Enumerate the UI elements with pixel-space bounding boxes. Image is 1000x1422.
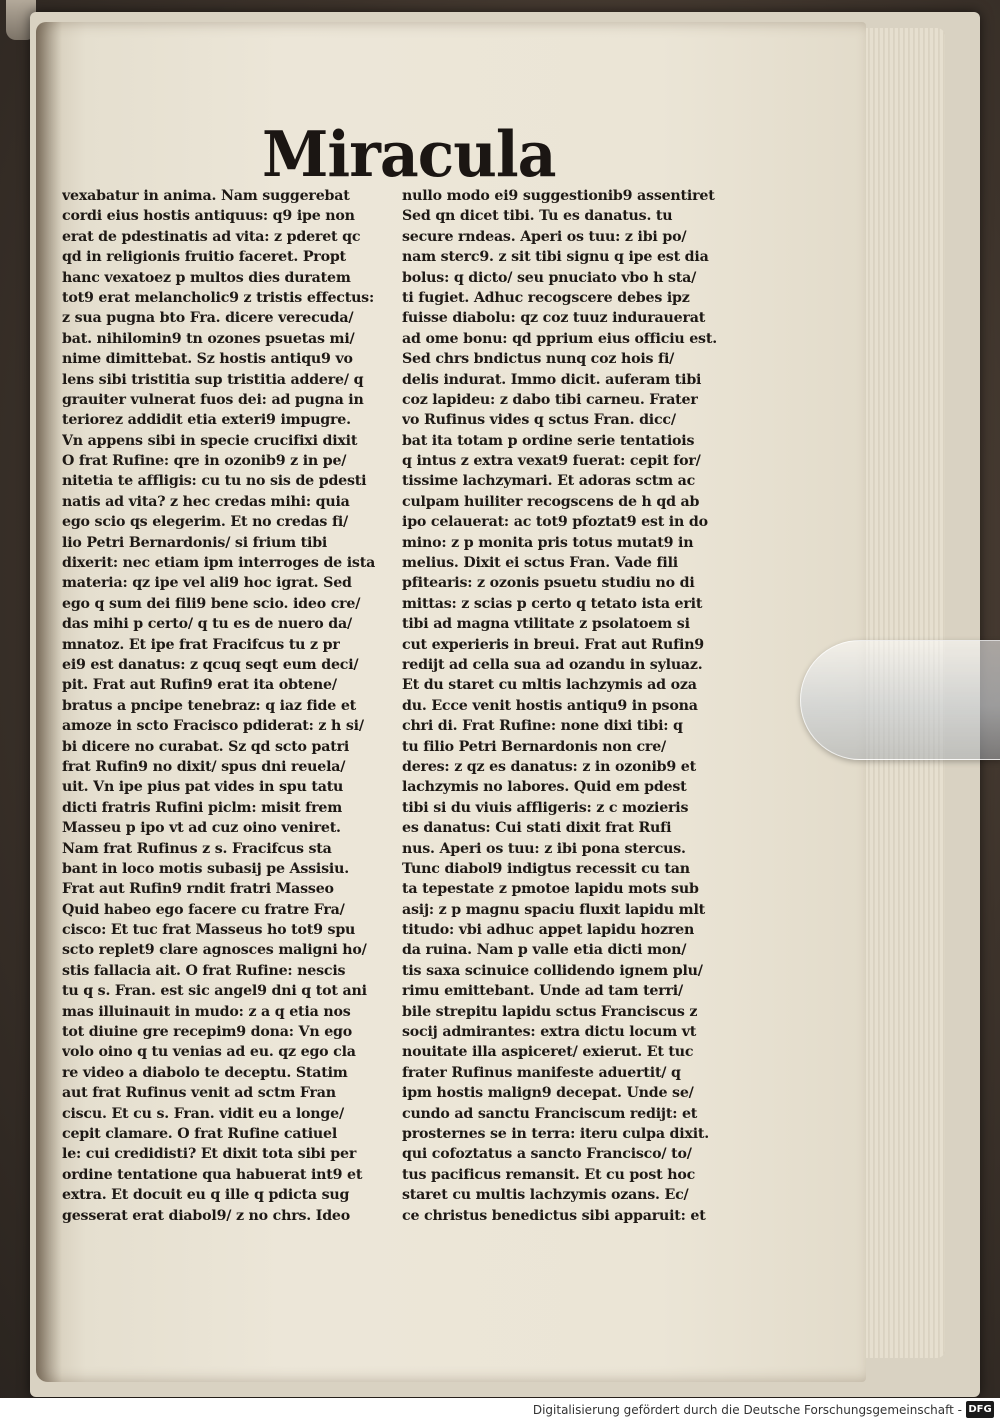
text-line: es danatus: Cui stati dixit frat Rufi	[402, 820, 672, 837]
text-line: cut experieris in breui. Frat aut Rufin9	[402, 636, 704, 653]
text-line: re video a diabolo te deceptu. Statim	[62, 1064, 348, 1081]
text-line: tibi ad magna vtilitate z psolatoem si	[402, 616, 690, 633]
text-line: hanc vexatoez p multos dies duratem	[62, 269, 351, 286]
text-line: tu filio Petri Bernardonis non cre/	[402, 738, 666, 755]
text-line: tus pacificus remansit. Et cu post hoc	[402, 1166, 696, 1183]
text-line: lio Petri Bernardonis/ si frium tibi	[62, 534, 328, 551]
text-line: tissime lachzymari. Et adoras sctm ac	[402, 473, 696, 490]
footer-bar	[0, 1398, 1000, 1422]
text-line: ipm hostis malign9 decepat. Unde se/	[402, 1085, 694, 1102]
text-line: chri di. Frat Rufine: none dixi tibi: q	[402, 718, 683, 735]
text-line: materia: qz ipe vel ali9 hoc igrat. Sed	[62, 575, 352, 592]
text-line: ad ome bonu: qd pprium eius officiu est.	[402, 330, 717, 347]
text-line: erat de pdestinatis ad vita: z pderet qc	[62, 228, 361, 245]
text-line: Masseu p ipo vt ad cuz oino veniret.	[62, 820, 341, 837]
text-line: rimu emittebant. Unde ad tam terri/	[402, 983, 683, 1000]
text-line: mnatoz. Et ipe frat Fracifcus tu z pr	[62, 636, 340, 653]
text-line: cisco: Et tuc frat Masseus ho tot9 spu	[62, 922, 356, 939]
spine-shadow	[36, 22, 62, 1382]
text-line: nullo modo ei9 suggestionib9 assentiret	[402, 188, 715, 204]
text-line: q intus z extra vexat9 fuerat: cepit for/	[402, 453, 701, 470]
text-line: ei9 est danatus: z qcuq seqt eum deci/	[62, 656, 359, 673]
funding-credit: Digitalisierung gefördert durch die Deutsche Forschungsgemeinschaft -	[532, 1403, 962, 1417]
text-line: coz lapideu: z dabo tibi carneu. Frater	[402, 391, 698, 408]
text-line: nouitate illa aspiceret/ exierut. Et tuc	[402, 1044, 694, 1061]
text-line: grauiter vulnerat fuos dei: ad pugna in	[62, 391, 364, 408]
text-line: bant in loco motis subasij pe Assisiu.	[62, 860, 349, 877]
text-line: O frat Rufine: qre in ozonib9 z in pe/	[62, 453, 347, 470]
text-line: cundo ad sanctu Franciscum redijt: et	[402, 1105, 698, 1122]
text-line: dicti fratris Rufini piclm: misit frem	[62, 799, 343, 816]
text-line: extra. Et docuit eu q ille q pdicta sug	[62, 1187, 350, 1204]
text-line: tibi si du viuis affligeris: z c mozieris	[402, 799, 689, 816]
text-line: ciscu. Et cu s. Fran. vidit eu a longe/	[62, 1105, 344, 1122]
text-line: deres: z qz es danatus: z in ozonib9 et	[402, 758, 696, 775]
text-line: bile strepitu lapidu sctus Franciscus z	[402, 1003, 698, 1020]
text-line: nime dimittebat. Sz hostis antiqu9 vo	[62, 351, 353, 368]
right-text-column	[402, 186, 737, 1226]
text-line: frat Rufin9 no dixit/ spus dni reuela/	[62, 758, 346, 775]
text-line: ce christus benedictus sibi apparuit: et	[402, 1207, 706, 1224]
text-line: titudo: vbi adhuc appet lapidu hozren	[402, 922, 695, 939]
text-line: tot diuine gre recepim9 dona: Vn ego	[62, 1024, 353, 1041]
text-line: Vn appens sibi in specie crucifixi dixit	[62, 432, 358, 449]
text-line: le: cui credidisti? Et dixit tota sibi per	[62, 1146, 357, 1163]
text-line: Tunc diabol9 indigtus recessit cu tan	[402, 860, 690, 877]
text-line: volo oino q tu venias ad eu. qz ego cla	[62, 1044, 356, 1061]
text-line: mittas: z scias p certo q tetato ista erit	[402, 595, 703, 612]
text-line: Sed qn dicet tibi. Tu es danatus. tu	[402, 208, 673, 225]
text-line: ego scio qs elegerim. Et no credas fi/	[62, 514, 349, 531]
text-line: fuisse diabolu: qz coz tuuz indurauerat	[402, 310, 706, 327]
text-line: da ruina. Nam p valle etia dicti mon/	[402, 942, 687, 959]
text-line: prosternes se in terra: iteru culpa dixit.	[402, 1125, 710, 1142]
text-line: qd in religionis fruitio faceret. Propt	[62, 249, 346, 266]
text-line: Frat aut Rufin9 rndit fratri Masseo	[62, 881, 334, 898]
text-line: z sua pugna bto Fra. dicere verecuda/	[62, 310, 354, 327]
text-line: asij: z p magnu spaciu fluxit lapidu mlt	[402, 901, 705, 918]
text-line: amoze in scto Fracisco pdiderat: z h si/	[62, 718, 364, 735]
text-line: dixerit: nec etiam ipm interroges de ista	[62, 555, 376, 572]
text-line: bolus: q dicto/ seu pnuciato vbo h sta/	[402, 269, 697, 286]
text-line: ego q sum dei fili9 bene scio. ideo cre/	[62, 595, 361, 612]
text-line: pit. Frat aut Rufin9 erat ita obtene/	[62, 677, 337, 694]
page-heading: Miracula	[262, 118, 556, 192]
text-line: gesserat erat diabol9/ z no chrs. Ideo	[62, 1207, 351, 1224]
text-line: qui cofoztatus a sancto Francisco/ to/	[402, 1146, 692, 1163]
text-line: nitetia te affligis: cu tu no sis de pdesti	[62, 473, 367, 490]
text-line: vo Rufinus vides q sctus Fran. dicc/	[402, 412, 676, 429]
text-line: frater Rufinus manifeste aduertit/ q	[402, 1064, 681, 1081]
text-line: redijt ad cella sua ad ozandu in syluaz.	[402, 656, 703, 673]
text-line: bat. nihilomin9 tn ozones psuetas mi/	[62, 330, 355, 347]
text-line: du. Ecce venit hostis antiqu9 in psona	[402, 697, 698, 714]
text-line: Et du staret cu mltis lachzymis ad oza	[402, 677, 697, 694]
text-line: pfitearis: z ozonis psuetu studiu no di	[402, 575, 695, 592]
text-line: bat ita totam p ordine serie tentatiois	[402, 432, 695, 449]
text-line: lens sibi tristitia sup tristitia addere/ q	[62, 371, 364, 388]
text-line: bi dicere no curabat. Sz qd scto patri	[62, 738, 350, 755]
text-line: mas illuinauit in mudo: z a q etia nos	[62, 1003, 351, 1020]
text-line: mino: z p monita pris totus mutat9 in	[402, 534, 694, 551]
dfg-logo: DFG	[966, 1401, 994, 1418]
text-line: nus. Aperi os tuu: z ibi pona stercus.	[402, 840, 686, 857]
text-line: melius. Dixit ei sctus Fran. Vade fili	[402, 555, 678, 572]
text-line: cepit clamare. O frat Rufine catiuel	[62, 1125, 338, 1142]
page-clip	[800, 640, 1000, 760]
text-line: natis ad vita? z hec credas mihi: quia	[62, 493, 350, 510]
text-line: secure rndeas. Aperi os tuu: z ibi po/	[402, 228, 687, 245]
text-line: ta tepestate z pmotoe lapidu mots sub	[402, 881, 699, 898]
text-line: stis fallacia ait. O frat Rufine: nescis	[62, 962, 346, 979]
text-line: tu q s. Fran. est sic angel9 dni q tot ani	[62, 983, 367, 1000]
text-line: aut frat Rufinus venit ad sctm Fran	[62, 1085, 336, 1102]
text-line: lachzymis no labores. Quid em pdest	[402, 779, 687, 796]
text-line: teriorez addidit etia exteri9 impugre.	[62, 412, 351, 429]
text-line: socij admirantes: extra dictu locum vt	[402, 1024, 697, 1041]
text-line: ipo celauerat: ac tot9 pfoztat9 est in do	[402, 514, 708, 531]
text-line: ti fugiet. Adhuc recogscere debes ipz	[402, 289, 690, 306]
text-line: culpam huiliter recogscens de h qd ab	[402, 493, 700, 510]
text-line: Sed chrs bndictus nunq coz hois fi/	[402, 351, 675, 368]
text-line: cordi eius hostis antiquus: q9 ipe non	[62, 208, 355, 225]
text-line: bratus a pncipe tenebraz: q iaz fide et	[62, 697, 357, 714]
text-line: tot9 erat melancholic9 z tristis effectus:	[62, 289, 375, 306]
text-line: vexabatur in anima. Nam suggerebat	[62, 188, 350, 204]
text-line: delis indurat. Immo dicit. auferam tibi	[402, 371, 702, 388]
text-line: das mihi p certo/ q tu es de nuero da/	[62, 616, 352, 633]
text-line: nam sterc9. z sit tibi signu q ipe est dia	[402, 249, 709, 266]
text-line: Nam frat Rufinus z s. Fracifcus sta	[62, 840, 332, 857]
text-line: uit. Vn ipe pius pat vides in spu tatu	[62, 779, 344, 796]
text-line: tis saxa scinuice collidendo ignem plu/	[402, 962, 703, 979]
text-line: staret cu multis lachzymis ozans. Ec/	[402, 1187, 689, 1204]
text-line: scto replet9 clare agnosces maligni ho/	[62, 942, 367, 959]
text-line: ordine tentatione qua habuerat int9 et	[62, 1166, 363, 1183]
text-line: Quid habeo ego facere cu fratre Fra/	[62, 901, 345, 918]
left-text-column	[62, 186, 397, 1226]
